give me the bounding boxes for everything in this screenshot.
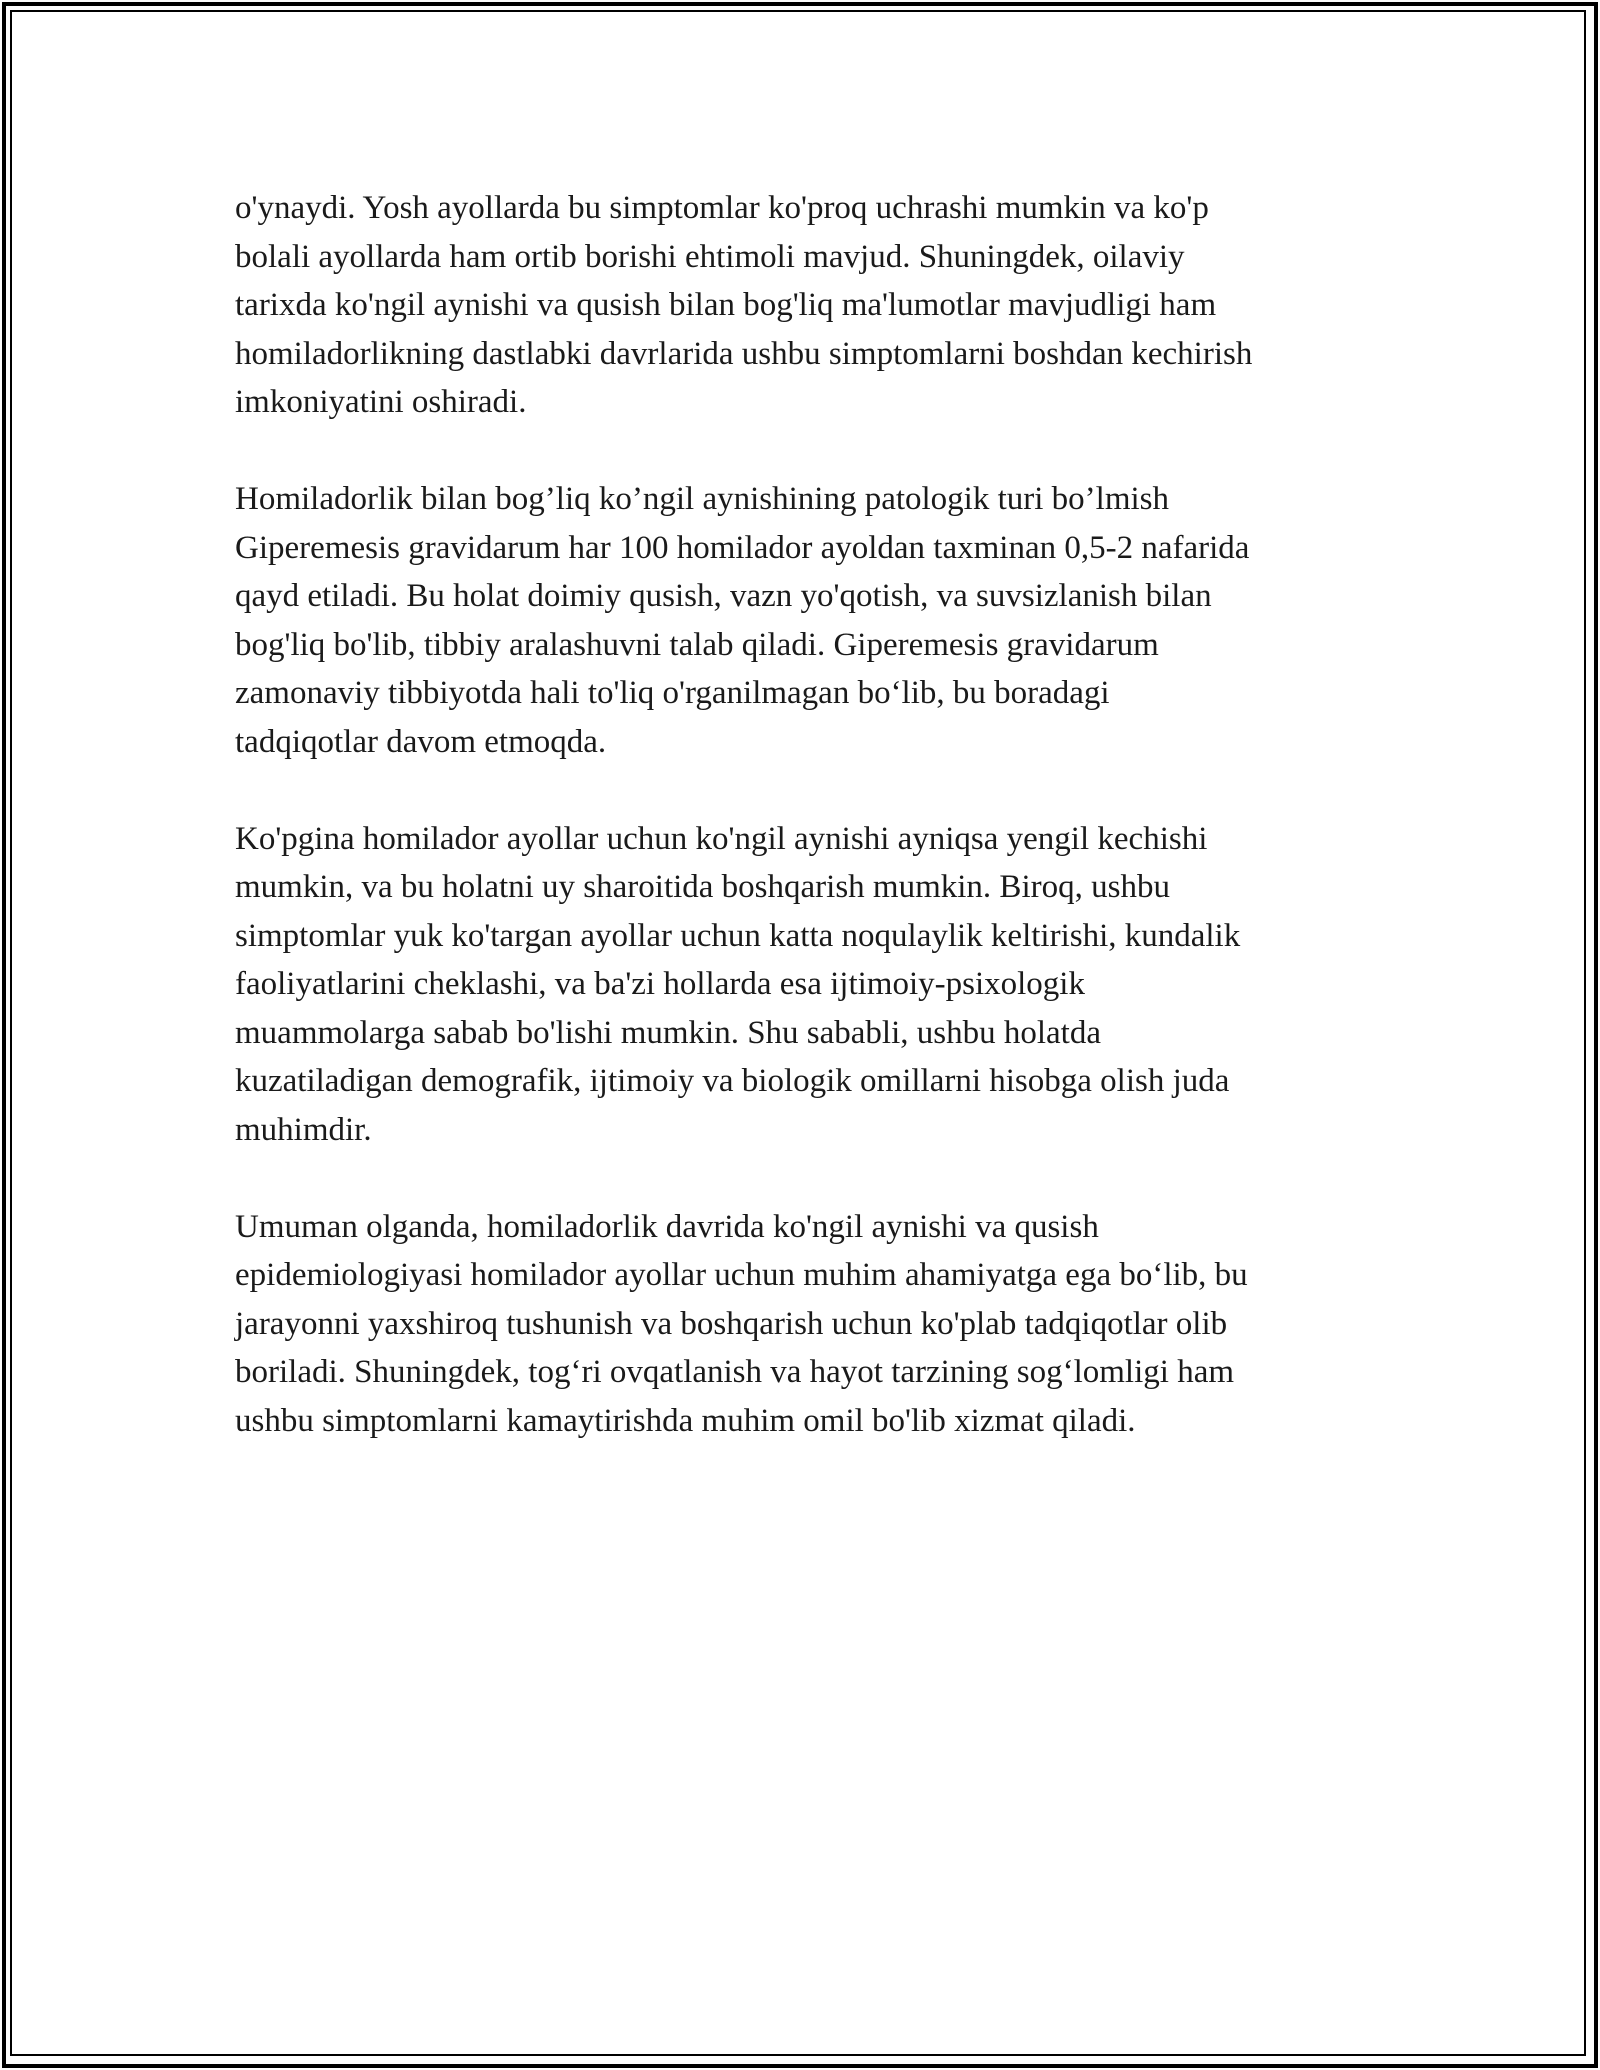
paragraph: Homiladorlik bilan bog’liq ko’ngil aynishining patologik turi bo’lmish Giperemesis gravidarum har 100 homilador ayoldan taxminan 0,5-2 nafarida qayd etiladi. Bu holat doimiy qusish, vazn yo'qotish, va suvsizlanish bilan bog'liq bo'lib, tibbiy aralashuvni talab qiladi. Giperemesis gravidarum zamonaviy tibbiyotda hali to'liq o'rganilmagan bo‘lib, bu boradagi tadqiqotlar davom etmoqda. [235, 481, 1250, 760]
paragraph: o'ynaydi. Yosh ayollarda bu simptomlar ko'proq uchrashi mumkin va ko'p bolali ayollarda ham ortib borishi ehtimoli mavjud. Shuningdek, oilaviy tarixda ko'ngil aynishi va qusish bilan bog'liq ma'lumotlar mavjudligi ham homiladorlikning dastlabki davrlarida ushbu simptomlarni boshdan kechirish imkoniyatini oshiradi. [235, 190, 1253, 420]
document-body [235, 184, 1375, 1494]
paragraph: Ko'pgina homilador ayollar uchun ko'ngil aynishi ayniqsa yengil kechishi mumkin, va bu holatni uy sharoitida boshqarish mumkin. Biroq, ushbu simptomlar yuk ko'targan ayollar uchun katta noqulaylik keltirishi, kundalik faoliyatlarini cheklashi, va ba'zi hollarda esa ijtimoiy-psixologik muammolarga sabab bo'lishi mumkin. Shu sababli, ushbu holatda kuzatiladigan demografik, ijtimoiy va biologik omillarni hisobga olish juda muhimdir. [235, 820, 1241, 1148]
paragraph: Umuman olganda, homiladorlik davrida ko'ngil aynishi va qusish epidemiologiyasi homilador ayollar uchun muhim ahamiyatga ega bo‘lib, bu jarayonni yaxshiroq tushunish va boshqarish uchun ko'plab tadqiqotlar olib boriladi. Shuningdek, tog‘ri ovqatlanish va hayot tarzining sog‘lomligi ham ushbu simptomlarni kamaytirishda muhim omil bo'lib xizmat qiladi. [235, 1208, 1248, 1439]
